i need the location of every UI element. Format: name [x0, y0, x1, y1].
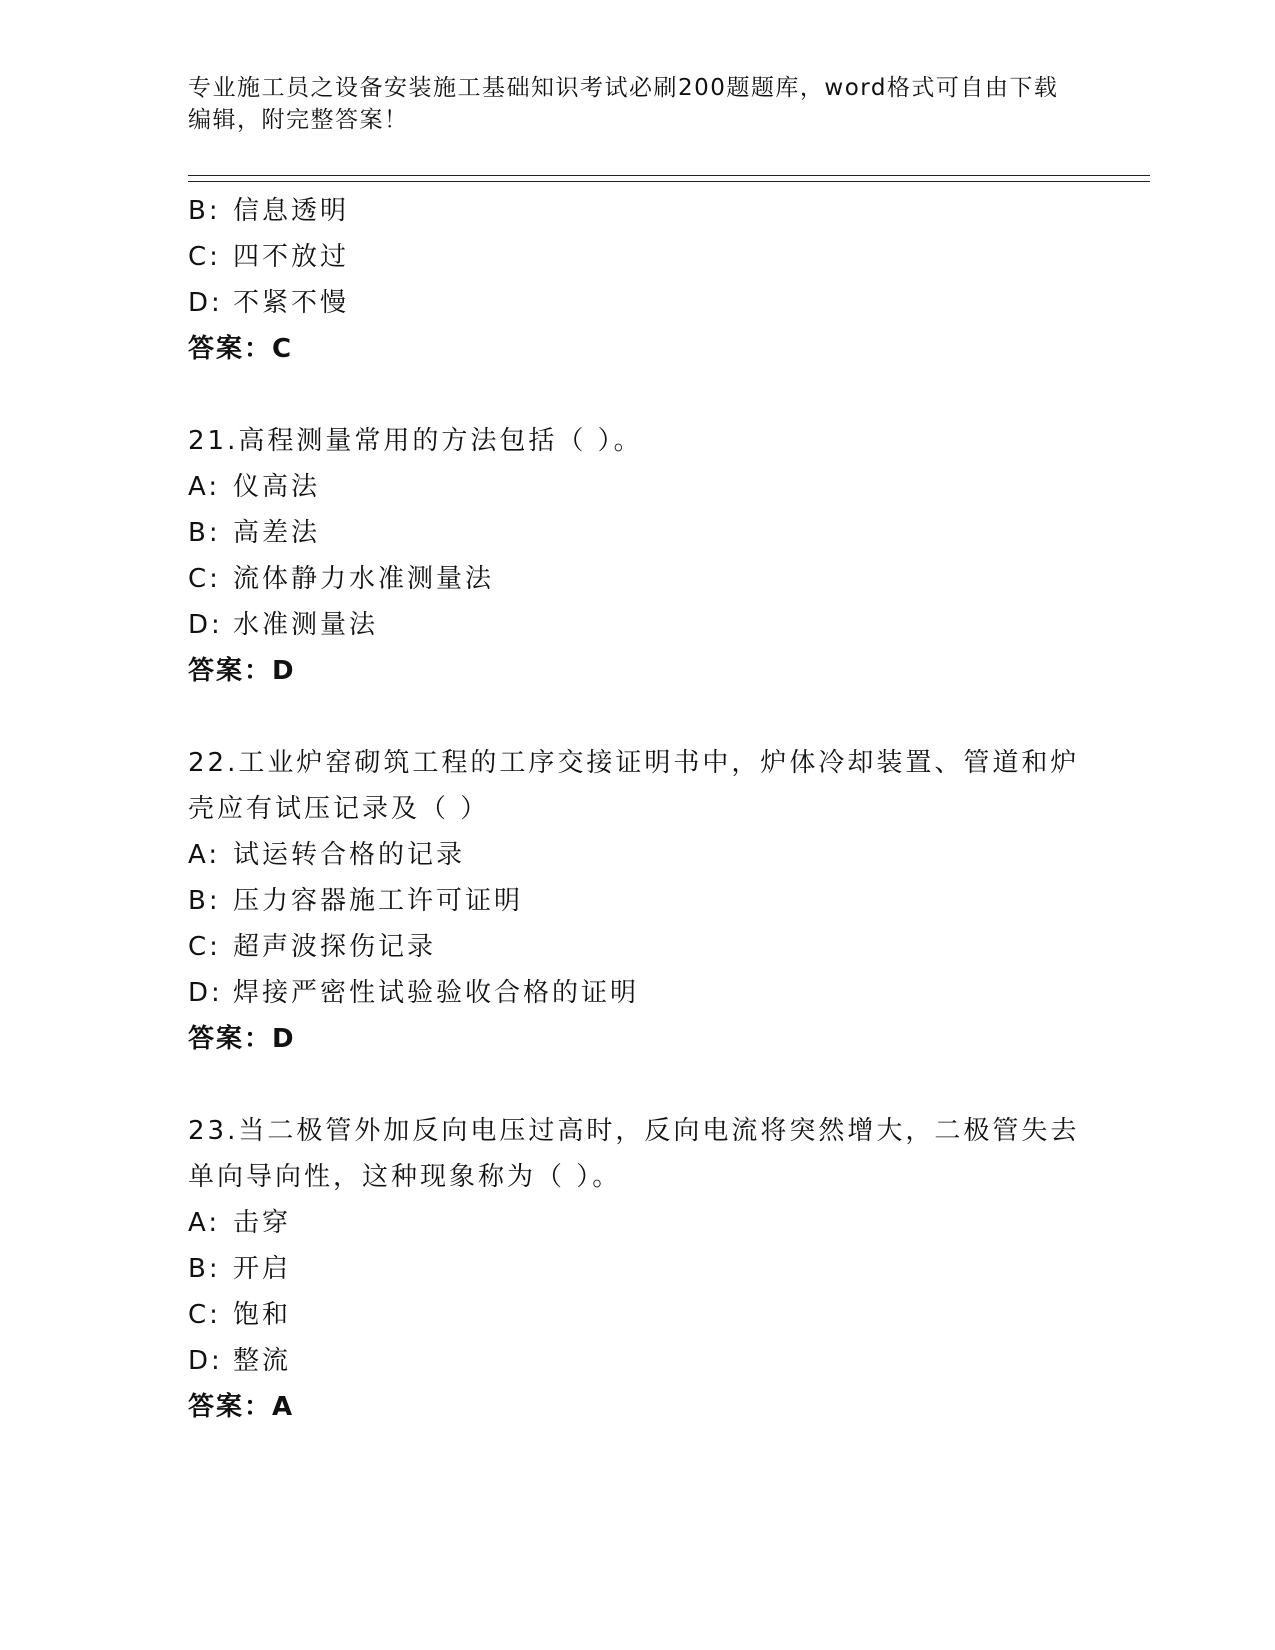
answer-line: 答案：C: [188, 334, 294, 364]
option-label: D:: [188, 288, 223, 318]
option-d: [188, 602, 1088, 648]
option-label: C:: [188, 932, 221, 962]
question-stem-line-2: 壳应有试压记录及（ ）: [188, 794, 490, 824]
option-label: B:: [188, 1254, 221, 1284]
option-d: [188, 970, 1088, 1016]
option-text: 高差法: [233, 518, 321, 548]
option-text: 开启: [233, 1254, 292, 1284]
option-label: A:: [188, 840, 221, 870]
answer-line: 答案：D: [188, 1024, 296, 1054]
previous-question-block: [188, 188, 1088, 372]
question-21: [188, 418, 1088, 694]
option-text: 信息透明: [233, 196, 350, 226]
option-text: 整流: [233, 1346, 292, 1376]
option-label: D:: [188, 978, 223, 1008]
header-divider-top: [188, 175, 1150, 176]
option-a: [188, 464, 1088, 510]
option-d: [188, 1338, 1088, 1384]
question-23: [188, 1108, 1088, 1430]
header-title-line-1: 专业施工员之设备安装施工基础知识考试必刷200题题库，word格式可自由下载: [188, 75, 1059, 101]
document-header: [188, 72, 1078, 136]
option-text: 流体静力水准测量法: [233, 564, 495, 594]
option-b: [188, 1246, 1088, 1292]
option-label: D:: [188, 1346, 223, 1376]
option-text: 试运转合格的记录: [233, 840, 466, 870]
option-text: 四不放过: [233, 242, 350, 272]
option-text: 焊接严密性试验验收合格的证明: [233, 978, 640, 1008]
question-stem-line-1: 23.当二极管外加反向电压过高时，反向电流将突然增大，二极管失去: [188, 1116, 1080, 1146]
question-stem-line-2: 单向导向性，这种现象称为（ ）。: [188, 1162, 622, 1192]
answer-line: 答案：A: [188, 1392, 295, 1422]
option-text: 超声波探伤记录: [233, 932, 437, 962]
option-c: [188, 556, 1088, 602]
option-label: A:: [188, 472, 221, 502]
option-text: 饱和: [233, 1300, 292, 1330]
option-text: 仪高法: [233, 472, 321, 502]
option-c: [188, 924, 1088, 970]
option-label: B:: [188, 886, 221, 916]
option-label: C:: [188, 1300, 221, 1330]
header-divider-bottom: [188, 181, 1150, 182]
option-a: [188, 832, 1088, 878]
option-label: C:: [188, 564, 221, 594]
option-label: A:: [188, 1208, 221, 1238]
question-stem-line-1: 22.工业炉窑砌筑工程的工序交接证明书中，炉体冷却装置、管道和炉: [188, 748, 1080, 778]
option-label: B:: [188, 518, 221, 548]
question-22: [188, 740, 1088, 1062]
option-text: 压力容器施工许可证明: [233, 886, 524, 916]
option-text: 击穿: [233, 1208, 292, 1238]
question-stem: 21.高程测量常用的方法包括（ ）。: [188, 426, 643, 456]
option-text: 水准测量法: [233, 610, 379, 640]
option-label: C:: [188, 242, 221, 272]
answer-line: 答案：D: [188, 656, 296, 686]
option-b: [188, 510, 1088, 556]
option-d: [188, 280, 1088, 326]
option-a: [188, 1200, 1088, 1246]
question-content: [188, 188, 1088, 1430]
option-text: 不紧不慢: [233, 288, 350, 318]
option-label: D:: [188, 610, 223, 640]
option-c: [188, 234, 1088, 280]
option-label: B:: [188, 196, 221, 226]
header-title-line-2: 编辑，附完整答案！: [188, 107, 409, 133]
option-c: [188, 1292, 1088, 1338]
option-b: [188, 878, 1088, 924]
option-b: [188, 188, 1088, 234]
